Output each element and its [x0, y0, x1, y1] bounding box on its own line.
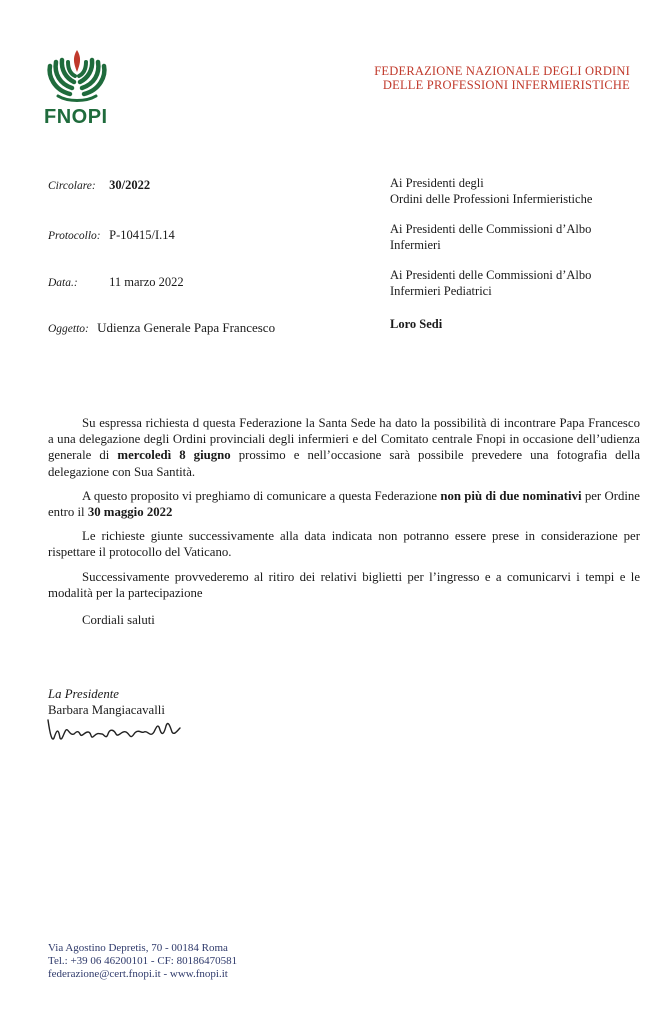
oggetto-value: Udienza Generale Papa Francesco	[97, 320, 276, 335]
federation-header	[374, 64, 630, 92]
circolare-label: Circolare:	[48, 180, 96, 192]
letter-body	[48, 415, 640, 609]
data-value: 11 marzo 2022	[109, 275, 184, 289]
protocollo-row	[48, 228, 175, 243]
deadline-date: 30 maggio 2022	[87, 505, 173, 520]
recipient-commissioni-infermieri	[390, 221, 591, 253]
circolare-value: 30/2022	[109, 178, 151, 192]
hands-flame-icon	[44, 46, 110, 102]
recipient-line: Infermieri	[390, 238, 441, 252]
event-date: mercoledì 8 giugno	[117, 448, 231, 463]
logo-text: FNOPI	[44, 106, 108, 128]
circolare-row	[48, 178, 150, 193]
footer-address: Via Agostino Depretis, 70 - 00184 Roma	[48, 942, 228, 954]
header-line-2: DELLE PROFESSIONI INFERMIERISTICHE	[382, 78, 630, 92]
header-line-1: FEDERAZIONE NAZIONALE DEGLI ORDINI	[374, 64, 630, 78]
signature-image	[44, 712, 194, 748]
protocollo-label: Protocollo:	[48, 230, 101, 242]
handwritten-signature	[44, 712, 194, 753]
footer	[48, 942, 237, 981]
footer-email: federazione@cert.fnopi.it - www.fnopi.it	[48, 968, 228, 980]
closing: Cordiali saluti	[82, 613, 155, 627]
recipient-line: Ai Presidenti delle Commissioni d’Albo	[390, 268, 592, 282]
recipient-ordini	[390, 175, 592, 207]
recipient-line: Ordini delle Professioni Infermieristiche	[390, 192, 593, 206]
body-paragraph-2	[48, 488, 640, 520]
protocollo-value: P-10415/I.14	[109, 228, 175, 242]
recipient-line: Ai Presidenti degli	[390, 176, 484, 190]
signer-name: Barbara Mangiacavalli	[48, 703, 165, 717]
body-text: Su espressa richiesta d questa Federazione la Santa Sede ha dato la possibilità di incontrare Papa Francesco a una delegazione degli Ordini provinciali degli infermieri e del Comitato centrale Fnopi in occasione dell’udienza generale di	[48, 416, 640, 463]
body-text: A questo proposito vi preghiamo di comunicare a questa Federazione	[82, 488, 441, 503]
body-paragraph-1	[48, 415, 640, 480]
fnopi-logo	[44, 46, 110, 129]
nominee-limit: non più di due nominativi	[440, 488, 582, 503]
recipient-commissioni-pediatrici	[390, 267, 591, 299]
recipient-loro-sedi: Loro Sedi	[390, 317, 443, 331]
body-paragraph-4: Successivamente provvederemo al ritiro dei relativi biglietti per l’ingresso e a comunicarvi i tempi e le modalità per la partecipazione	[48, 569, 640, 600]
oggetto-row	[48, 320, 275, 336]
data-label: Data.:	[48, 277, 78, 289]
recipient-line: Ai Presidenti delle Commissioni d’Albo	[390, 222, 592, 236]
body-text: per Ordine entro il	[48, 488, 640, 520]
footer-phone: Tel.: +39 06 46200101 - CF: 80186470581	[48, 955, 238, 967]
recipient-line: Infermieri Pediatrici	[390, 284, 492, 298]
data-row	[48, 275, 184, 290]
body-text: prossimo e nell’occasione sarà possibile prevedere una fotografia della delegazione con Sua Santità.	[48, 448, 640, 479]
oggetto-label: Oggetto:	[48, 323, 89, 335]
body-paragraph-3: Le richieste giunte successivamente alla data indicata non potranno essere prese in considerazione per rispettare il protocollo del Vaticano.	[48, 529, 640, 560]
signer-role: La Presidente	[48, 687, 119, 701]
